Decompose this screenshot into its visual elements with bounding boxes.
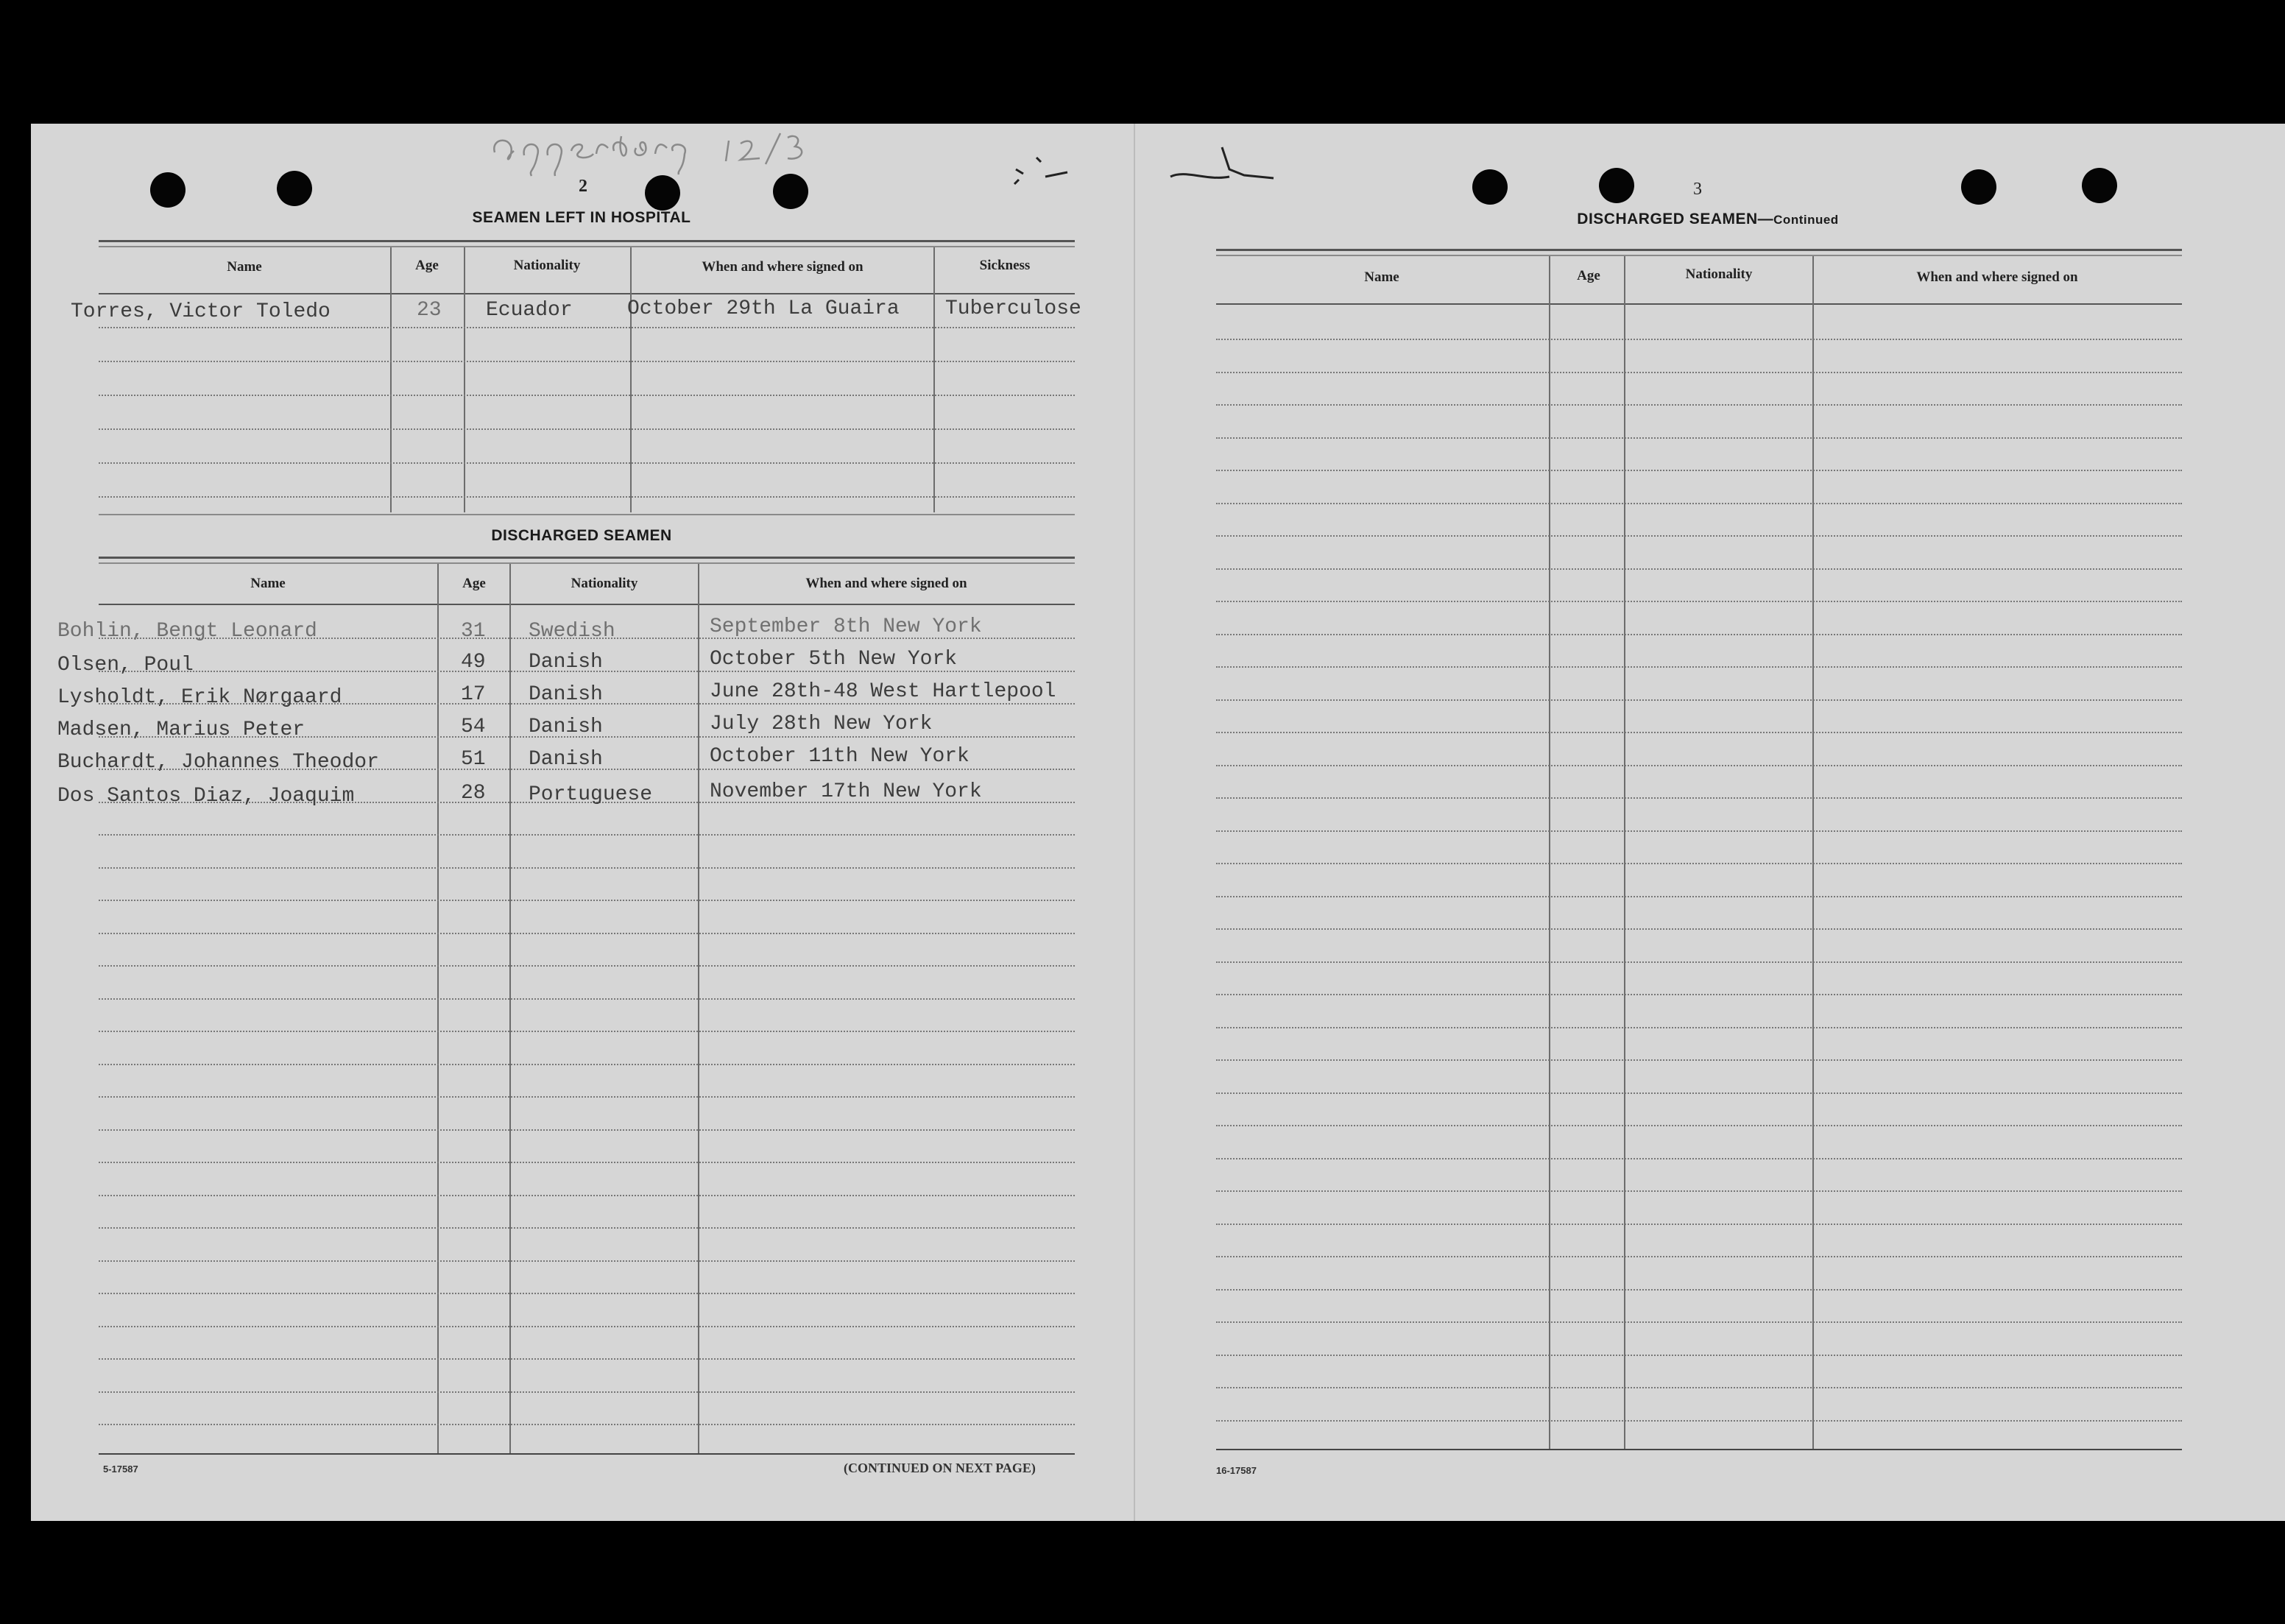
row-rule — [99, 965, 1075, 967]
row-rule — [99, 1260, 1075, 1262]
right-header-nationality: Nationality — [1685, 266, 1753, 282]
discharged-row-age: 51 — [461, 748, 486, 771]
punch-hole — [1599, 168, 1634, 203]
discharged-header-nationality: Nationality — [571, 576, 638, 591]
column-divider — [933, 247, 935, 512]
right-section-title — [1487, 211, 1929, 228]
row-rule — [1216, 732, 2182, 733]
row-rule — [1216, 1321, 2182, 1323]
row-rule — [99, 496, 1075, 498]
column-divider — [1812, 256, 1814, 1450]
handwritten-note-drawing — [486, 121, 854, 177]
table-rule — [99, 1453, 1075, 1455]
row-rule — [1216, 1158, 2182, 1159]
row-rule — [1216, 372, 2182, 373]
hospital-header-nationality: Nationality — [513, 258, 581, 273]
hospital-header-age: Age — [415, 258, 439, 273]
punch-hole — [1472, 169, 1508, 205]
row-rule — [1216, 1289, 2182, 1291]
row-rule — [99, 395, 1075, 396]
column-divider — [698, 564, 699, 1455]
row-rule — [1216, 1387, 2182, 1388]
row-rule — [99, 900, 1075, 901]
column-divider — [464, 247, 465, 512]
row-rule — [99, 1326, 1075, 1327]
hospital-header-signed-on: When and where signed on — [702, 259, 864, 275]
row-rule — [99, 1195, 1075, 1196]
discharged-row-signed-on: September 8th New York — [710, 615, 982, 638]
discharged-row-nationality: Swedish — [529, 620, 615, 643]
punch-hole — [1961, 169, 1996, 205]
row-rule — [1216, 339, 2182, 340]
discharged-row-signed-on: October 11th New York — [710, 745, 970, 768]
row-rule — [99, 834, 1075, 836]
table-rule — [99, 246, 1075, 247]
discharged-row-signed-on: November 17th New York — [710, 780, 982, 803]
right-header-signed-on: When and where signed on — [1916, 269, 2078, 285]
column-divider — [390, 247, 392, 512]
discharged-row-name: Buchardt, Johannes Theodor — [57, 751, 379, 774]
row-rule — [99, 1129, 1075, 1131]
discharged-header-age: Age — [462, 576, 486, 591]
row-rule — [1216, 699, 2182, 701]
row-rule — [1216, 863, 2182, 864]
row-rule — [1216, 1420, 2182, 1422]
hospital-header-sickness: Sickness — [979, 258, 1031, 273]
table-rule — [1216, 255, 2182, 256]
discharged-row-age: 31 — [461, 620, 486, 643]
discharged-row-nationality: Portuguese — [529, 783, 653, 806]
row-rule — [1216, 1355, 2182, 1356]
form-number-right: 16-17587 — [1216, 1465, 1257, 1476]
row-rule — [99, 462, 1075, 464]
hospital-row-sickness: Tuberculose — [945, 297, 1081, 320]
row-rule — [99, 867, 1075, 869]
form-number-left: 5-17587 — [103, 1464, 138, 1475]
row-rule — [99, 1031, 1075, 1032]
column-divider — [1549, 256, 1550, 1450]
row-rule — [99, 933, 1075, 934]
hospital-section-title: SEAMEN LEFT IN HOSPITAL — [472, 209, 691, 226]
table-rule — [99, 240, 1075, 242]
ink-smudge — [1001, 140, 1296, 199]
row-rule — [1216, 961, 2182, 963]
table-rule — [99, 293, 1075, 294]
column-divider — [509, 564, 511, 1455]
row-rule — [1216, 404, 2182, 406]
row-rule — [1216, 765, 2182, 766]
row-rule — [99, 327, 1075, 328]
row-rule — [1216, 1190, 2182, 1192]
discharged-header-signed-on: When and where signed on — [805, 576, 967, 591]
discharged-row-signed-on: June 28th-48 West Hartlepool — [710, 680, 1056, 703]
hospital-row-age: 23 — [417, 299, 442, 322]
hospital-row-signed-on: October 29th La Guaira — [627, 297, 900, 320]
row-rule — [99, 1162, 1075, 1163]
row-rule — [1216, 1256, 2182, 1257]
discharged-row-name: Olsen, Poul — [57, 654, 194, 677]
row-rule — [1216, 503, 2182, 504]
column-divider — [1624, 256, 1625, 1450]
row-rule — [99, 361, 1075, 362]
discharged-row-nationality: Danish — [529, 748, 603, 771]
row-rule — [1216, 1027, 2182, 1028]
discharged-row-age: 49 — [461, 651, 486, 674]
row-rule — [1216, 896, 2182, 897]
row-rule — [99, 1227, 1075, 1229]
table-rule — [1216, 249, 2182, 251]
discharged-row-age: 54 — [461, 716, 486, 738]
discharged-header-name: Name — [250, 576, 286, 591]
row-rule — [1216, 1224, 2182, 1225]
right-title-main: DISCHARGED SEAMEN— — [1577, 211, 1774, 227]
punch-hole — [2082, 168, 2117, 203]
page-number-left: 2 — [579, 177, 587, 196]
row-rule — [1216, 666, 2182, 668]
row-rule — [1216, 797, 2182, 799]
punch-hole — [645, 175, 680, 211]
discharged-row-age: 28 — [461, 782, 486, 805]
row-rule — [1216, 928, 2182, 930]
row-rule — [1216, 634, 2182, 635]
row-rule — [1216, 1125, 2182, 1126]
hospital-header-name: Name — [227, 259, 262, 275]
row-rule — [1216, 1059, 2182, 1061]
discharged-row-name: Lysholdt, Erik Nørgaard — [57, 686, 342, 709]
row-rule — [1216, 568, 2182, 570]
discharged-row-age: 17 — [461, 683, 486, 706]
right-header-age: Age — [1577, 268, 1600, 283]
right-title-suffix: Continued — [1773, 213, 1839, 227]
hospital-row-nationality: Ecuador — [486, 299, 573, 322]
row-rule — [1216, 601, 2182, 602]
table-rule — [99, 604, 1075, 605]
discharged-row-nationality: Danish — [529, 683, 603, 706]
punch-hole — [773, 174, 808, 209]
row-rule — [99, 1358, 1075, 1360]
row-rule — [1216, 535, 2182, 537]
discharged-row-name: Bohlin, Bengt Leonard — [57, 620, 317, 643]
right-header-name: Name — [1364, 269, 1399, 285]
column-divider — [437, 564, 439, 1455]
handwritten-note-text: aggersborg 12/13 — [486, 121, 491, 122]
discharged-row-signed-on: October 5th New York — [710, 648, 958, 671]
punch-hole — [277, 171, 312, 206]
column-divider — [630, 247, 632, 512]
row-rule — [99, 1293, 1075, 1294]
table-rule — [99, 557, 1075, 559]
page-number-right: 3 — [1693, 180, 1702, 199]
discharged-section-title: DISCHARGED SEAMEN — [491, 527, 672, 544]
row-rule — [99, 1391, 1075, 1393]
row-rule — [99, 428, 1075, 430]
discharged-row-nationality: Danish — [529, 716, 603, 738]
discharged-row-name: Dos Santos Diaz, Joaquim — [57, 785, 355, 808]
continued-note: (CONTINUED ON NEXT PAGE) — [844, 1461, 1036, 1475]
table-rule — [1216, 303, 2182, 305]
table-rule — [99, 562, 1075, 564]
row-rule — [99, 998, 1075, 1000]
row-rule — [99, 1064, 1075, 1065]
right-page-sheet — [1134, 124, 2254, 1521]
row-rule — [1216, 994, 2182, 995]
row-rule — [99, 1424, 1075, 1425]
hospital-row-name: Torres, Victor Toledo — [71, 300, 331, 323]
table-rule — [1216, 1449, 2182, 1450]
row-rule — [1216, 437, 2182, 439]
table-rule — [99, 514, 1075, 515]
discharged-row-name: Madsen, Marius Peter — [57, 719, 306, 741]
row-rule — [1216, 470, 2182, 471]
row-rule — [1216, 1092, 2182, 1094]
punch-hole — [150, 172, 186, 208]
row-rule — [1216, 830, 2182, 832]
discharged-row-signed-on: July 28th New York — [710, 713, 933, 735]
row-rule — [99, 1096, 1075, 1098]
discharged-row-nationality: Danish — [529, 651, 603, 674]
